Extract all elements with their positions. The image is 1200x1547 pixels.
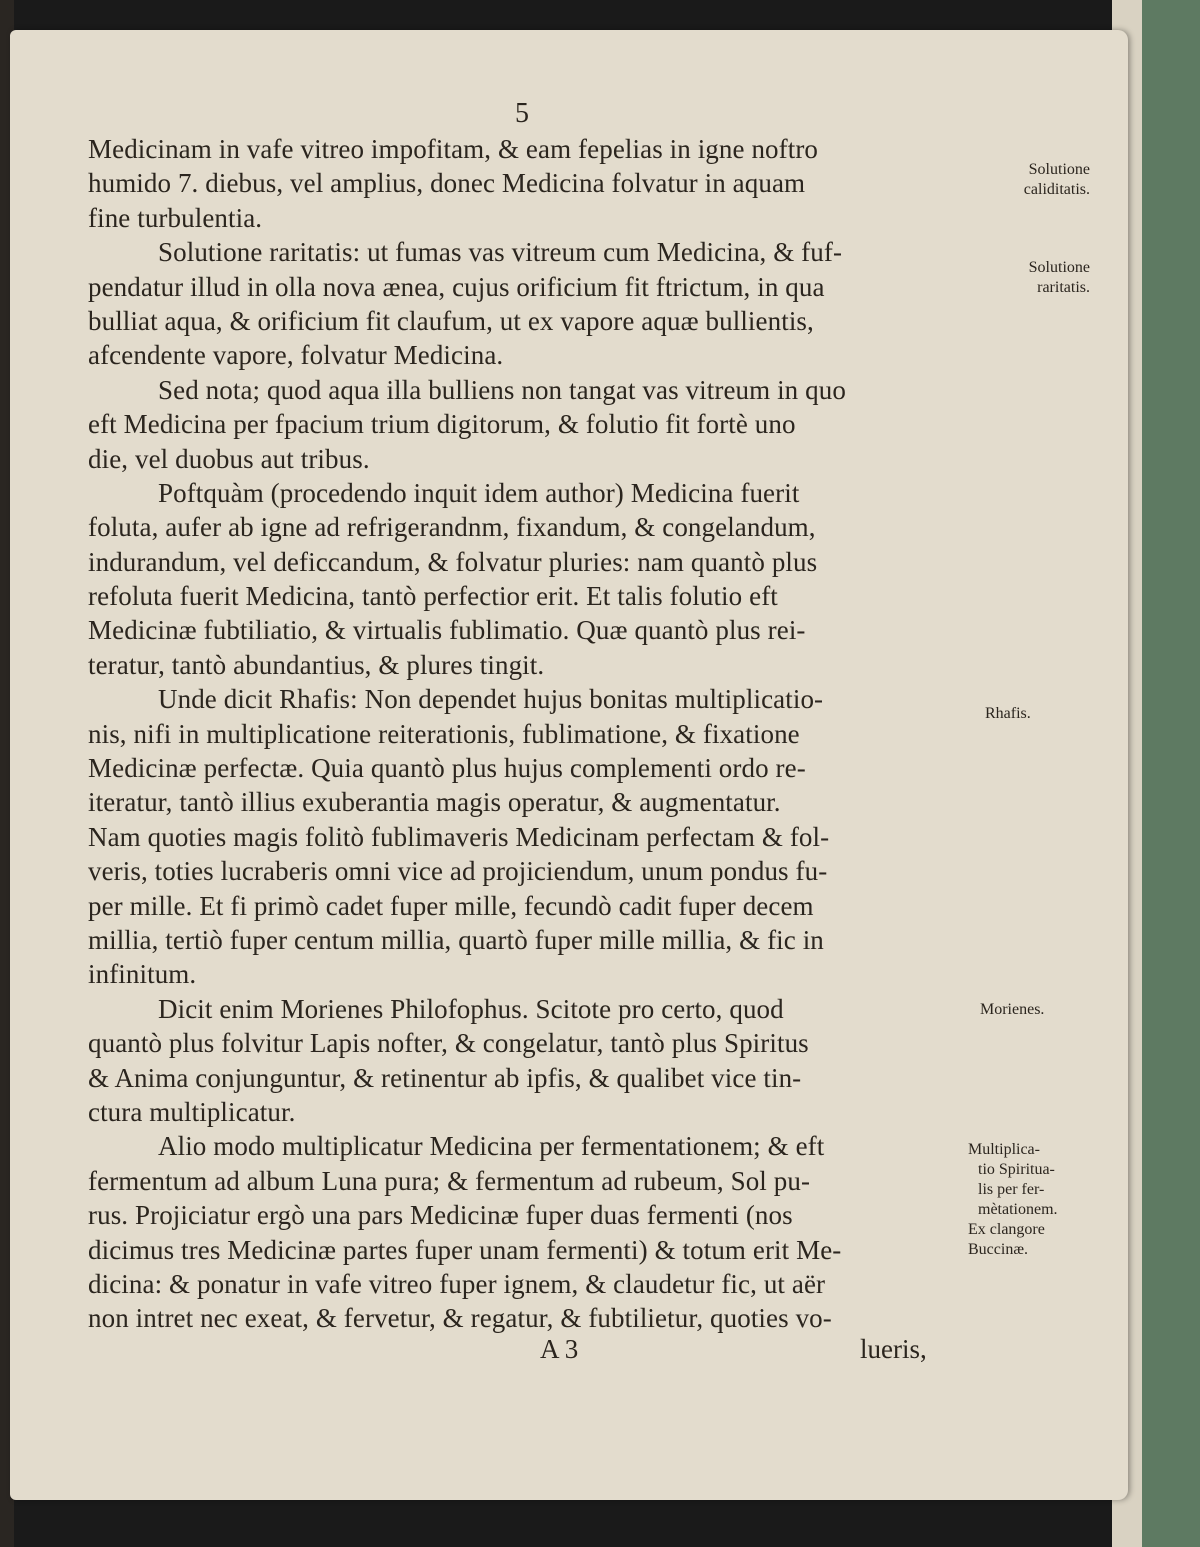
text-line: fine turbulentia. (88, 202, 263, 233)
text-line: Poftquàm (procedendo inquit idem author) Medicina fuerit (158, 477, 800, 508)
text-line: millia, tertiò fuper centum millia, quartò fuper mille millia, & fic in (88, 924, 824, 955)
text-line: Solutione raritatis: ut fumas vas vitreum cum Medicina, & fuf- (158, 237, 843, 268)
text-line: Alio modo multiplicatur Medicina per fermentationem; & eft (158, 1131, 825, 1162)
margin-note-line: Rhafis. (985, 705, 1031, 722)
text-line: dicimus tres Medicinæ partes fuper unam fermenti) & totum erit Me- (88, 1234, 842, 1265)
text-line: nis, nifi in multiplicatione reiterationis, fublimatione, & fixatione (88, 718, 800, 749)
margin-note-line: Ex clangore (968, 1221, 1045, 1238)
text-line: non intret nec exeat, & fervetur, & regatur, & fubtilietur, quoties vo- (88, 1303, 832, 1334)
text-line: Dicit enim Morienes Philofophus. Scitote pro certo, quod (158, 993, 784, 1024)
catchword: lueris, (860, 1334, 927, 1364)
margin-note-line: Solutione (1028, 161, 1090, 178)
text-line: Unde dicit Rhafis: Non dependet hujus bonitas multiplicatio- (158, 684, 824, 715)
text-line: Medicinæ perfectæ. Quia quantò plus hujus complementi ordo re- (88, 753, 806, 784)
text-line: Nam quoties magis folitò fublimaveris Medicinam perfectam & fol- (88, 821, 830, 852)
margin-note-multiplicatio (968, 1140, 1098, 1260)
margin-note-line: lis per fer- (978, 1181, 1045, 1198)
text-line: Medicinæ fubtiliatio, & virtualis fublimatio. Quæ quantò plus rei- (88, 615, 806, 646)
margin-note-line: mètationem. (978, 1201, 1058, 1218)
text-line: die, vel duobus aut tribus. (88, 443, 370, 474)
text-line: quantò plus folvitur Lapis nofter, & congelatur, tantò plus Spiritus (88, 1028, 809, 1059)
text-line: humido 7. diebus, vel amplius, donec Medicina folvatur in aquam (88, 168, 806, 199)
text-line: & Anima conjunguntur, & retinentur ab ipfis, & qualibet vice tin- (88, 1062, 802, 1093)
text-line: bulliat aqua, & orificium fit claufum, ut ex vapore aquæ bullientis, (88, 305, 814, 336)
text-line: rus. Projiciatur ergò una pars Medicinæ fuper duas fermenti (nos (88, 1200, 793, 1231)
margin-note-morienes (980, 1000, 1044, 1020)
text-line: pendatur illud in olla nova ænea, cujus orificium fit ftrictum, in qua (88, 271, 825, 302)
text-line: Sed nota; quod aqua illa bulliens non tangat vas vitreum in quo (158, 374, 846, 405)
text-line: dicina: & ponatur in vafe vitreo fuper ignem, & claudetur fic, ut aër (88, 1268, 826, 1299)
text-line: per mille. Et fi primò cadet fuper mille, fecundò cadit fuper decem (88, 890, 814, 921)
margin-note-solutione-raritatis (966, 258, 1090, 298)
page-number: 5 (515, 98, 529, 129)
text-line: indurandum, vel deficcandum, & folvatur pluries: nam quantò plus (88, 546, 818, 577)
margin-note-solutione-caliditatis (970, 160, 1090, 200)
body-text (88, 132, 958, 1336)
margin-note-line: Morienes. (980, 1001, 1045, 1018)
text-line: infinitum. (88, 959, 197, 990)
text-line: afcendente vapore, folvatur Medicina. (88, 340, 504, 371)
margin-note-line: Solutione (1028, 259, 1090, 276)
text-line: veris, toties lucraberis omni vice ad projiciendum, unum pondus fu- (88, 856, 828, 887)
margin-note-line: tio Spiritua- (978, 1161, 1055, 1178)
margin-note-line: Multiplica- (968, 1141, 1040, 1158)
margin-note-line: Buccinæ. (968, 1241, 1028, 1258)
text-line: teratur, tantò abundantius, & plures tingit. (88, 649, 545, 680)
text-line: iteratur, tantò illius exuberantia magis operatur, & augmentatur. (88, 787, 781, 818)
margin-note-line: raritatis. (1037, 279, 1090, 296)
text-line: refoluta fuerit Medicina, tantò perfectior erit. Et talis folutio eft (88, 581, 778, 612)
text-line: fermentum ad album Luna pura; & fermentum ad rubeum, Sol pu- (88, 1165, 811, 1196)
text-line: eft Medicina per fpacium trium digitorum, & folutio fit fortè uno (88, 409, 796, 440)
margin-note-rhasis (985, 704, 1031, 724)
signature-mark: A 3 (540, 1334, 579, 1364)
text-line: Medicinam in vafe vitreo impofitam, & eam fepelias in igne noftro (88, 134, 819, 164)
text-line: foluta, aufer ab igne ad refrigerandnm, fixandum, & congelandum, (88, 512, 816, 543)
margin-note-line: caliditatis. (1023, 181, 1090, 198)
text-line: ctura multiplicatur. (88, 1096, 296, 1127)
